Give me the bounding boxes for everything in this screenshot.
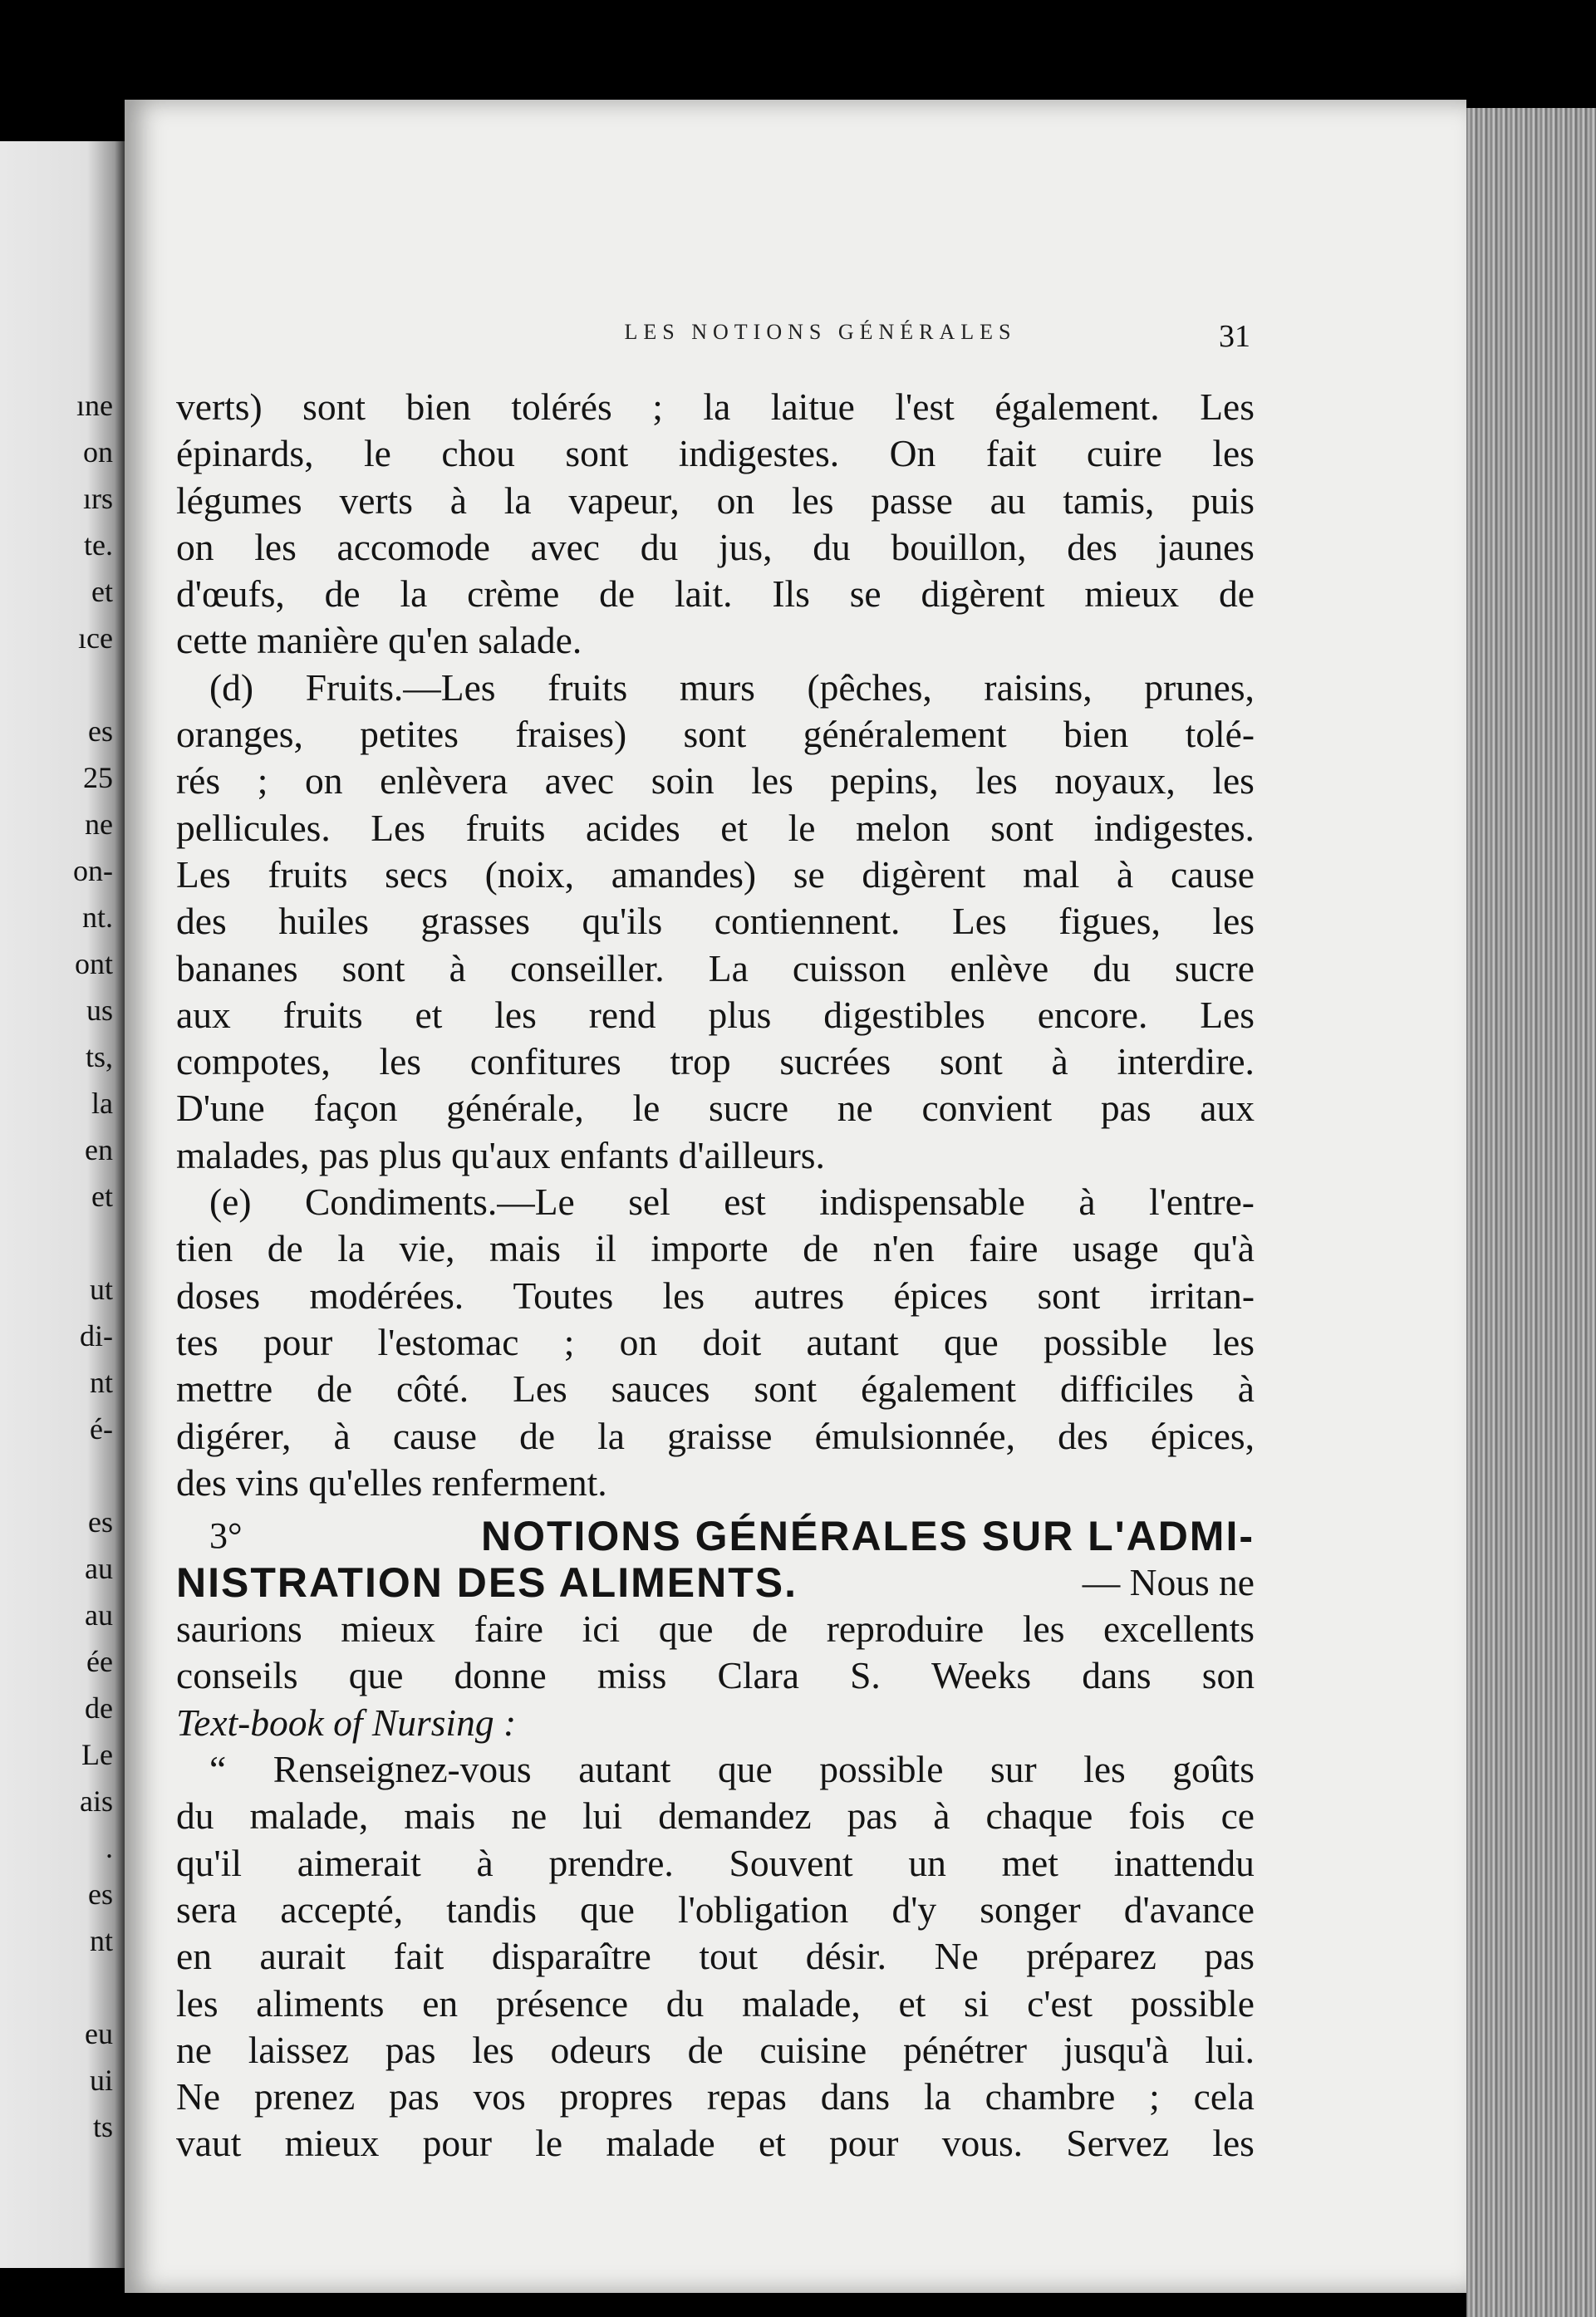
facing-page-fragment: é- [90,1412,113,1446]
section-number: 3° [209,1515,243,1557]
facing-page-fragment: nt. [81,901,113,934]
page-number: 31 [1219,319,1250,354]
facing-page-fragment: ée [86,1645,113,1678]
section-heading-line-2: NISTRATION DES ALIMENTS. [176,1559,798,1607]
facing-page-fragment: ne [85,808,113,841]
facing-page-fragment: ıce [78,621,113,655]
facing-page-fragment: on- [73,854,113,887]
text-line: saurions mieux faire ici que de reproduire les excellents [176,1608,1255,1651]
text-line: cette manière qu'en salade. [176,619,582,662]
facing-page-fragment: ts, [85,1040,113,1073]
text-line: on les accomode avec du jus, du bouillon, des jaunes [176,525,1255,568]
text-line: les aliments en présence du malade, et si c'est possible [176,1981,1255,2025]
text-line: tes pour l'estomac ; on doit autant que possible les [176,1320,1255,1363]
text-line: digérer, à cause de la graisse émulsionnée, des épices, [176,1414,1255,1457]
text-line: sera accepté, tandis que l'obligation d'y songer d'avance [176,1887,1255,1931]
facing-page-fragment: ais [80,1784,113,1818]
facing-page-fragment: ırs [83,482,113,515]
facing-page-fragment: ıne [76,389,113,422]
facing-page-edge [0,141,125,2268]
text-line: légumes verts à la vapeur, on les passe au tamis, puis [176,479,1255,522]
text-line: épinards, le chou sont indigestes. On fait cuire les [176,432,1255,475]
section-heading [176,1513,1255,1606]
section-heading-line-1: NOTIONS GÉNÉRALES SUR L'ADMI- [480,1513,1255,1560]
facing-page-fragment: us [86,994,113,1027]
facing-page-fragment: nt [89,1366,113,1399]
facing-page-fragment: la [91,1087,113,1120]
text-line: conseils que donne miss Clara S. Weeks dans son [176,1654,1255,1697]
facing-page-fragment: es [88,1878,113,1911]
text-line: rés ; on enlèvera avec soin les pepins, les noyaux, les [176,759,1255,803]
facing-page-fragment: . [106,1831,113,1864]
facing-page-fragment: 25 [83,761,113,794]
facing-page-fragment: en [85,1133,113,1166]
facing-page-fragment: eu [85,2017,113,2050]
text-line: pellicules. Les fruits acides et le melon sont indigestes. [176,806,1255,849]
text-line: ne laissez pas les odeurs de cuisine pénétrer jusqu'à lui. [176,2028,1255,2071]
body-text [176,384,1255,1506]
facing-page-fragment: ont [74,947,113,980]
facing-page-fragment: au [85,1598,113,1632]
text-line: compotes, les confitures trop sucrées sont à interdire. [176,1040,1255,1083]
text-line: oranges, petites fraises) sont généralement bien tolé- [176,713,1255,756]
facing-page-fragment: ut [89,1273,113,1306]
text-line: “ Renseignez-vous autant que possible sur les goûts [209,1748,1255,1791]
facing-page-fragment: es [88,1505,113,1539]
text-line: Les fruits secs (noix, amandes) se digèrent mal à cause [176,852,1255,896]
text-line: aux fruits et les rend plus digestibles encore. Les [176,993,1255,1036]
text-line: en aurait fait disparaître tout désir. Ne préparez pas [176,1935,1255,1978]
facing-page-fragment: on [83,435,113,469]
text-line: qu'il aimerait à prendre. Souvent un met inattendu [176,1841,1255,1884]
page-body [176,384,1255,2167]
text-line: d'œufs, de la crème de lait. Ils se digèrent mieux de [176,572,1255,616]
section-heading-tail: — Nous ne [1082,1561,1255,1604]
text-line: Text-book of Nursing : [176,1701,517,1744]
facing-page-fragment: di- [80,1319,113,1352]
text-line: verts) sont bien tolérés ; la laitue l'est également. Les [176,385,1255,428]
facing-page-fragment: es [88,714,113,748]
facing-page-fragment: ui [89,2064,113,2097]
text-line: Ne prenez pas vos propres repas dans la chambre ; cela [176,2075,1255,2118]
facing-page-fragment: Le [81,1738,113,1771]
facing-page-fragment: au [85,1552,113,1585]
text-line: D'une façon générale, le sucre ne convient pas aux [176,1087,1255,1130]
facing-page-fragment: te. [84,528,113,562]
facing-page-fragment: et [91,575,113,608]
text-line: doses modérées. Toutes les autres épices sont irritan- [176,1274,1255,1317]
facing-page-fragment: et [91,1180,113,1213]
facing-page-fragment: nt [89,1924,113,1957]
text-line: des vins qu'elles renferment. [176,1460,607,1504]
text-line: des huiles grasses qu'ils contiennent. Les figues, les [176,900,1255,943]
text-line: bananes sont à conseiller. La cuisson enlève du sucre [176,946,1255,989]
page-stack-edge [1466,108,1596,2317]
facing-page-fragment: de [85,1691,113,1725]
running-header: LES NOTIONS GÉNÉRALES [624,320,1017,344]
text-line: tien de la vie, mais il importe de n'en faire usage qu'à [176,1227,1255,1270]
facing-page-fragment: ts [92,2110,113,2143]
text-line: vaut mieux pour le malade et pour vous. Servez les [176,2122,1255,2165]
text-line: du malade, mais ne lui demandez pas à chaque fois ce [176,1794,1255,1838]
text-line: malades, pas plus qu'aux enfants d'ailleurs. [176,1133,825,1176]
text-line: (d) Fruits.—Les fruits murs (pêches, raisins, prunes, [209,665,1255,709]
text-line: (e) Condiments.—Le sel est indispensable à l'entre- [209,1181,1255,1224]
section-body-text [176,1606,1255,2167]
text-line: mettre de côté. Les sauces sont également difficiles à [176,1367,1255,1411]
